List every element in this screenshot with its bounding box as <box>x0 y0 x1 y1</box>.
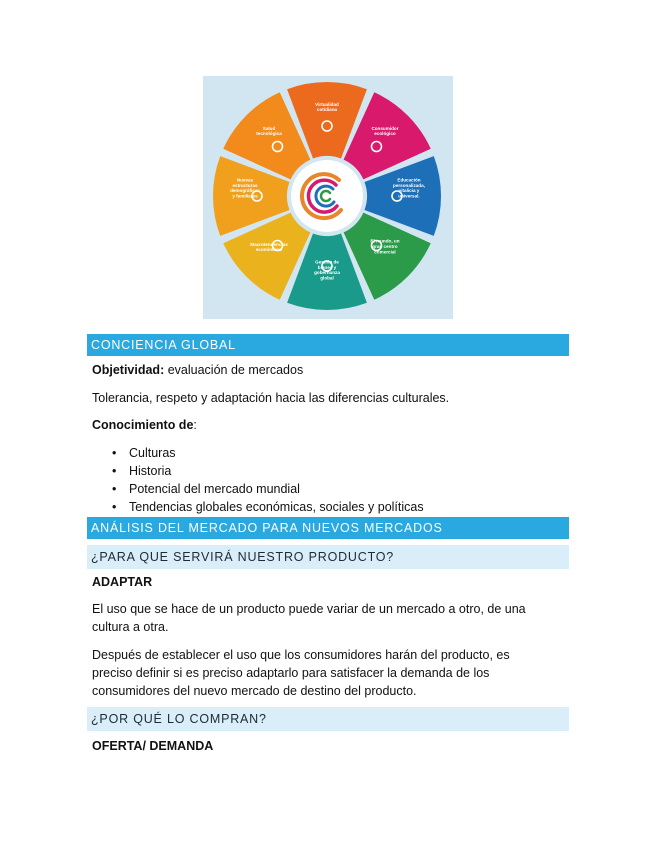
global-trends-wheel-figure <box>203 76 453 319</box>
wheel-svg <box>203 76 453 319</box>
uso-line: cultura a otra. <box>92 620 169 634</box>
conocimiento-line <box>92 416 562 434</box>
uso-line: El uso que se hace de un producto puede variar de un mercado a otro, de una <box>92 602 526 616</box>
despues-line: consumidores del nuevo mercado de destino del producto. <box>92 684 417 698</box>
bullet-item: • Tendencias globales económicas, sociales y políticas <box>92 498 562 516</box>
subheading-para-que: ¿PARA QUE SERVIRÁ NUESTRO PRODUCTO? <box>87 545 569 569</box>
despues-paragraph <box>92 646 562 700</box>
objetividad-label: Objetividad: <box>92 363 165 377</box>
wheel-segment-label: Salud tecnológica <box>256 125 282 137</box>
despues-line: preciso definir si es preciso adaptarlo para satisfacer la demanda de los <box>92 666 490 680</box>
wheel-segment-label: Nuevas estructuras demográficas y familiares <box>230 177 260 199</box>
objetividad-line <box>92 361 562 379</box>
section-heading-conciencia-global: CONCIENCIA GLOBAL <box>87 334 569 356</box>
wheel-segment-label: Consumidor ecológico <box>371 125 399 137</box>
subheading-por-que: ¿POR QUÉ LO COMPRAN? <box>87 707 569 731</box>
wheel-segment-label: Gestión de bienes y gobernanza global <box>314 259 340 281</box>
tolerancia-paragraph: Tolerancia, respeto y adaptación hacia las diferencias culturales. <box>92 391 450 405</box>
oferta-demanda-heading: OFERTA/ DEMANDA <box>92 739 214 753</box>
wheel-segment-label: El mundo, un gran centro comercial <box>370 238 400 255</box>
bullet-item: • Historia <box>92 462 562 480</box>
bullet-item: • Potencial del mercado mundial <box>92 480 562 498</box>
conocimiento-bullet-list <box>92 444 562 516</box>
conocimiento-label: Conocimiento de <box>92 418 194 432</box>
conocimiento-suffix: : <box>193 418 197 432</box>
wheel-segment-label: Virtualidad cotidiana <box>315 101 339 113</box>
uso-paragraph <box>92 600 562 636</box>
adaptar-heading: ADAPTAR <box>92 575 153 589</box>
wheel-segment-label: Educación personalizada, vitalicia y universal. <box>393 177 425 199</box>
objetividad-text: evaluación de mercados <box>164 363 304 377</box>
despues-line: Después de establecer el uso que los consumidores harán del producto, es <box>92 648 510 662</box>
wheel-segment-label: Macrotendencias económicas <box>250 241 288 253</box>
section-heading-analisis: ANÁLISIS DEL MERCADO PARA NUEVOS MERCADOS <box>87 517 569 539</box>
bullet-item: • Culturas <box>92 444 562 462</box>
